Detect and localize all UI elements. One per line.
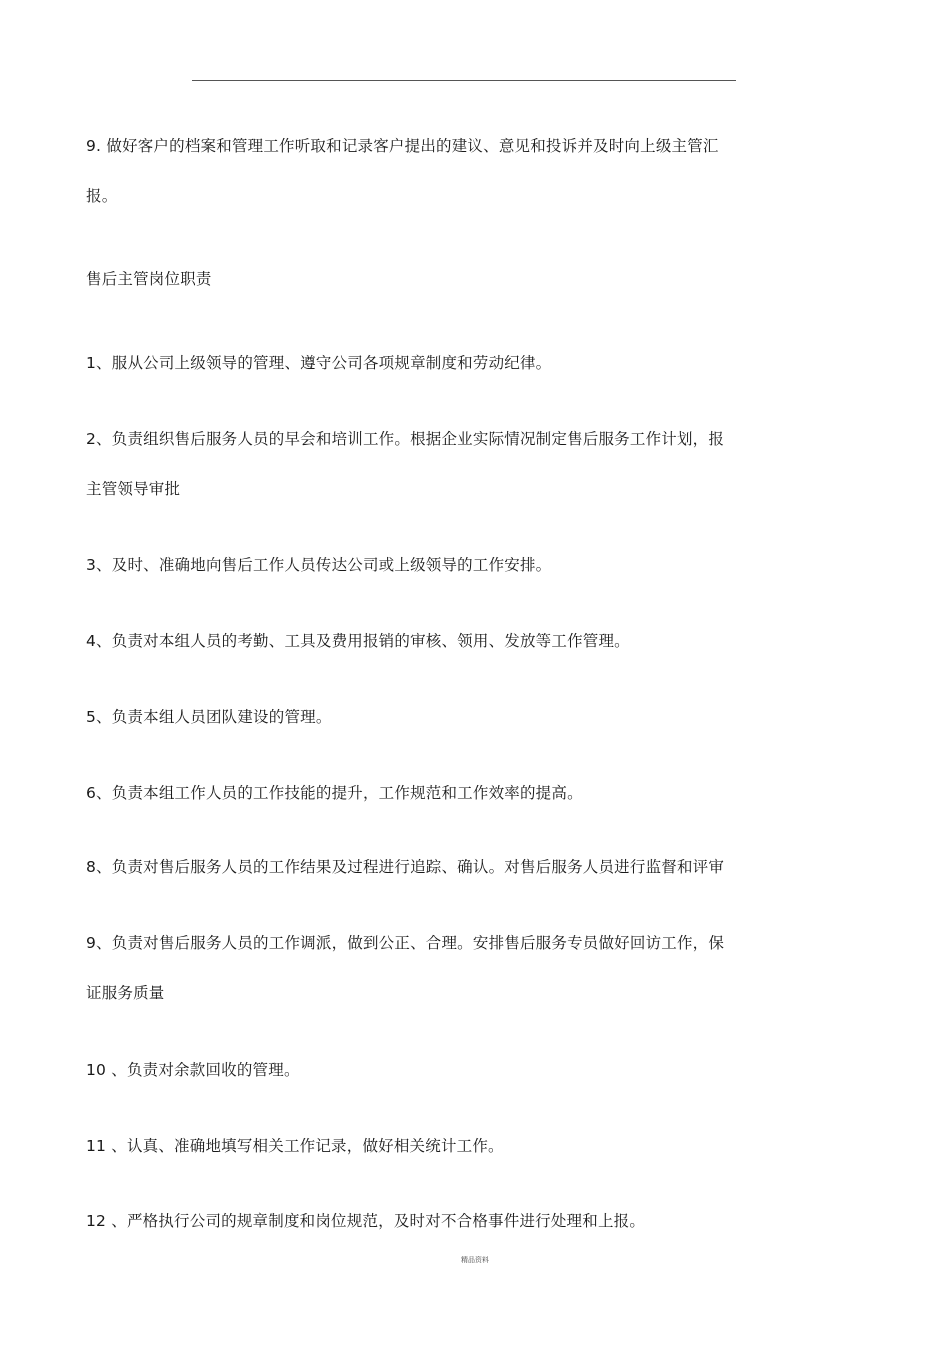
duty-item-10: 10 、负责对余款回收的管理。 xyxy=(86,1061,300,1079)
duty-item-3: 3、及时、准确地向售后工作人员传达公司或上级领导的工作安排。 xyxy=(86,556,552,574)
section-title: 售后主管岗位职责 xyxy=(86,270,212,288)
duty-item-9: 9、负责对售后服务人员的工作调派，做到公正、合理。安排售后服务专员做好回访工作，保 xyxy=(86,934,725,952)
text-line-1: 9. 做好客户的档案和管理工作听取和记录客户提出的建议、意见和投诉并及时向上级主管汇 xyxy=(86,137,719,155)
duty-item-4: 4、负责对本组人员的考勤、工具及费用报销的审核、领用、发放等工作管理。 xyxy=(86,632,630,650)
duty-item-8: 8、负责对售后服务人员的工作结果及过程进行追踪、确认。对售后服务人员进行监督和评审 xyxy=(86,858,725,876)
text-line-2: 报。 xyxy=(86,187,118,205)
page-footer: 精品资料 xyxy=(461,1256,489,1264)
duty-item-12: 12 、严格执行公司的规章制度和岗位规范，及时对不合格事件进行处理和上报。 xyxy=(86,1212,646,1230)
header-rule xyxy=(192,80,736,81)
duty-item-6: 6、负责本组工作人员的工作技能的提升，工作规范和工作效率的提高。 xyxy=(86,784,583,802)
duty-item-9-cont: 证服务质量 xyxy=(86,984,165,1002)
duty-item-11: 11 、认真、准确地填写相关工作记录，做好相关统计工作。 xyxy=(86,1137,504,1155)
duty-item-1: 1、服从公司上级领导的管理、遵守公司各项规章制度和劳动纪律。 xyxy=(86,354,552,372)
duty-item-5: 5、负责本组人员团队建设的管理。 xyxy=(86,708,332,726)
duty-item-2-cont: 主管领导审批 xyxy=(86,480,181,498)
duty-item-2: 2、负责组织售后服务人员的早会和培训工作。根据企业实际情况制定售后服务工作计划，报 xyxy=(86,430,725,448)
